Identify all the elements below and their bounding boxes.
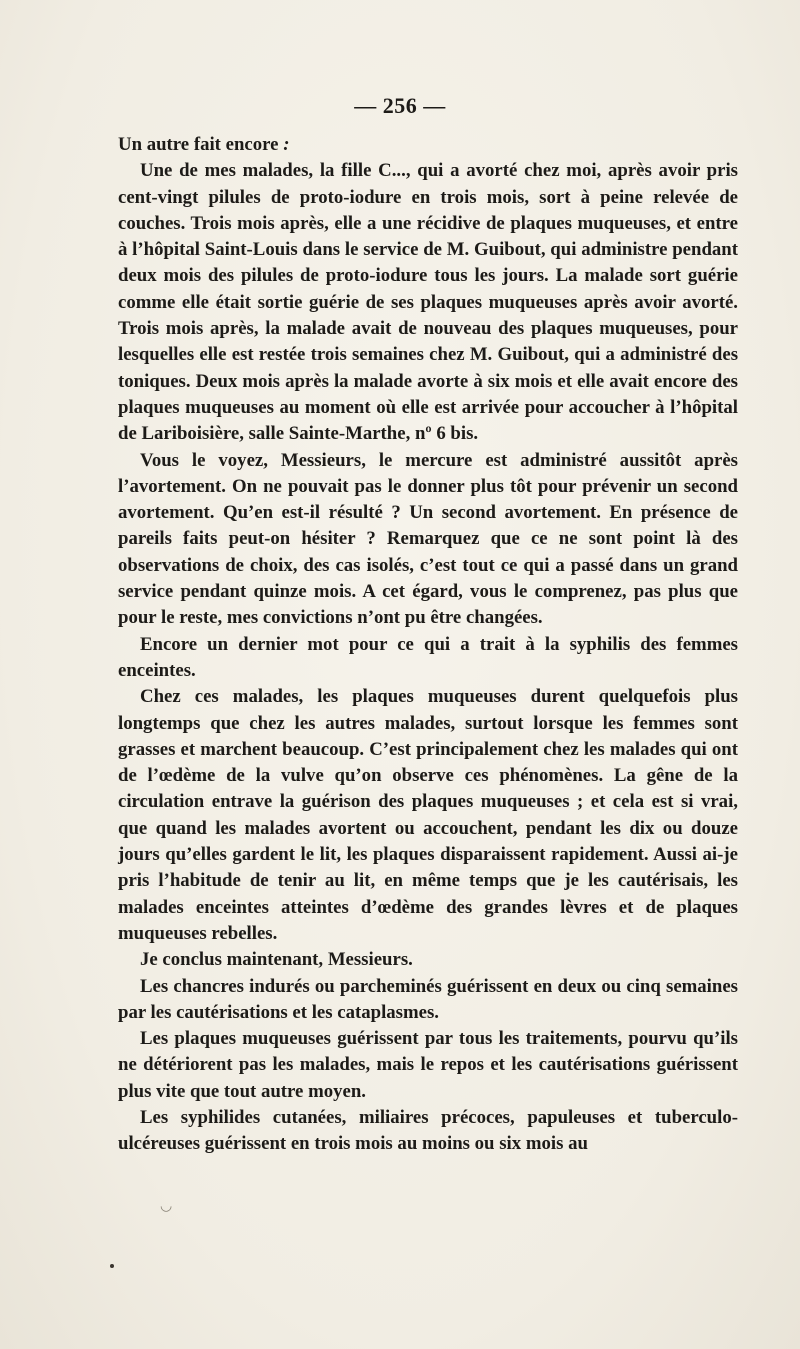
paragraph-4: Chez ces malades, les plaques muqueuses durent quelquefois plus longtemps que chez les autres malades, surtout lorsque les femmes sont grasses et marchent beaucoup. C’est principalement chez les malades qui ont de l’œdème de la vulve qu’on observe ces phénomènes. La gêne de la circulation entrave la guérison des plaques muqueuses ; et cela est si vrai, que quand les malades avortent ou accouchent, pendant les dix ou douze jours qu’elles gardent le lit, les plaques disparaissent rapidement. Aussi ai-je pris l’habitude de tenir au lit, en même temps que je les cautérisais, les malades enceintes atteintes d’œdème des grandes lèvres et de plaques muqueuses rebelles. (118, 686, 738, 944)
paragraph-5: Je conclus maintenant, Messieurs. (140, 949, 413, 971)
intro-line (118, 132, 738, 158)
intro-text: Un autre fait encore (118, 134, 279, 155)
ink-speck (110, 1264, 114, 1268)
paragraph-3: Encore un dernier mot pour ce qui a trait à la syphilis des femmes enceintes. (118, 633, 738, 681)
paragraph-7: Les plaques muqueuses guérissent par tous les traitements, pourvu qu’ils ne détériorent pas les malades, mais le repos et les cautérisations guérissent plus vite que tout autre moyen. (118, 1028, 738, 1102)
paper-blemish: ◡ (160, 1199, 173, 1214)
paragraph-2: Vous le voyez, Messieurs, le mercure est administré aussitôt après l’avortement. On ne pouvait pas le donner plus tôt pour prévenir un second avortement. Qu’en est-il résulté ? Un second avortement. En présence de pareils faits peut-on hésiter ? Remarquez que ce ne sont point là des observations de choix, des cas isolés, c’est tout ce qui a passé dans un grand service pendant quinze mois. A cet égard, vous le comprenez, pas plus que pour le reste, mes convictions n’ont pu être changées. (118, 449, 738, 629)
paragraph-6: Les chancres indurés ou parcheminés guérissent en deux ou cinq semaines par les cautérisations et les cataplasmes. (118, 975, 738, 1023)
body-text (118, 132, 738, 1158)
page-number: — 256 — (354, 93, 446, 118)
intro-colon: : (283, 134, 290, 155)
paragraph-1: Une de mes malades, la fille C..., qui a avorté chez moi, après avoir pris cent-vingt pilules de proto-iodure en trois mois, sort à peine relevée de couches. Trois mois après, elle a une récidive de plaques muqueuses, et entre à l’hôpital Saint-Louis dans le service de M. Guibout, qui administre pendant deux mois des pilules de proto-iodure tous les jours. La malade sort guérie comme elle était sortie guérie de ses plaques muqueuses après avoir avorté. Trois mois après, la malade avait de nouveau des plaques muqueuses, pour lesquelles elle est restée trois semaines chez M. Guibout, qui a administré des toniques. Deux mois après la malade avorte à six mois et elle avait encore des plaques muqueuses au moment où elle est arrivée pour accoucher à l’hôpital de Lariboisière, salle Sainte-Marthe, nº 6 bis. (118, 160, 738, 445)
paragraph-8: Les syphilides cutanées, miliaires précoces, papuleuses et tuberculo-ulcéreuses guérissent en trois mois au moins ou six mois au (118, 1106, 738, 1155)
